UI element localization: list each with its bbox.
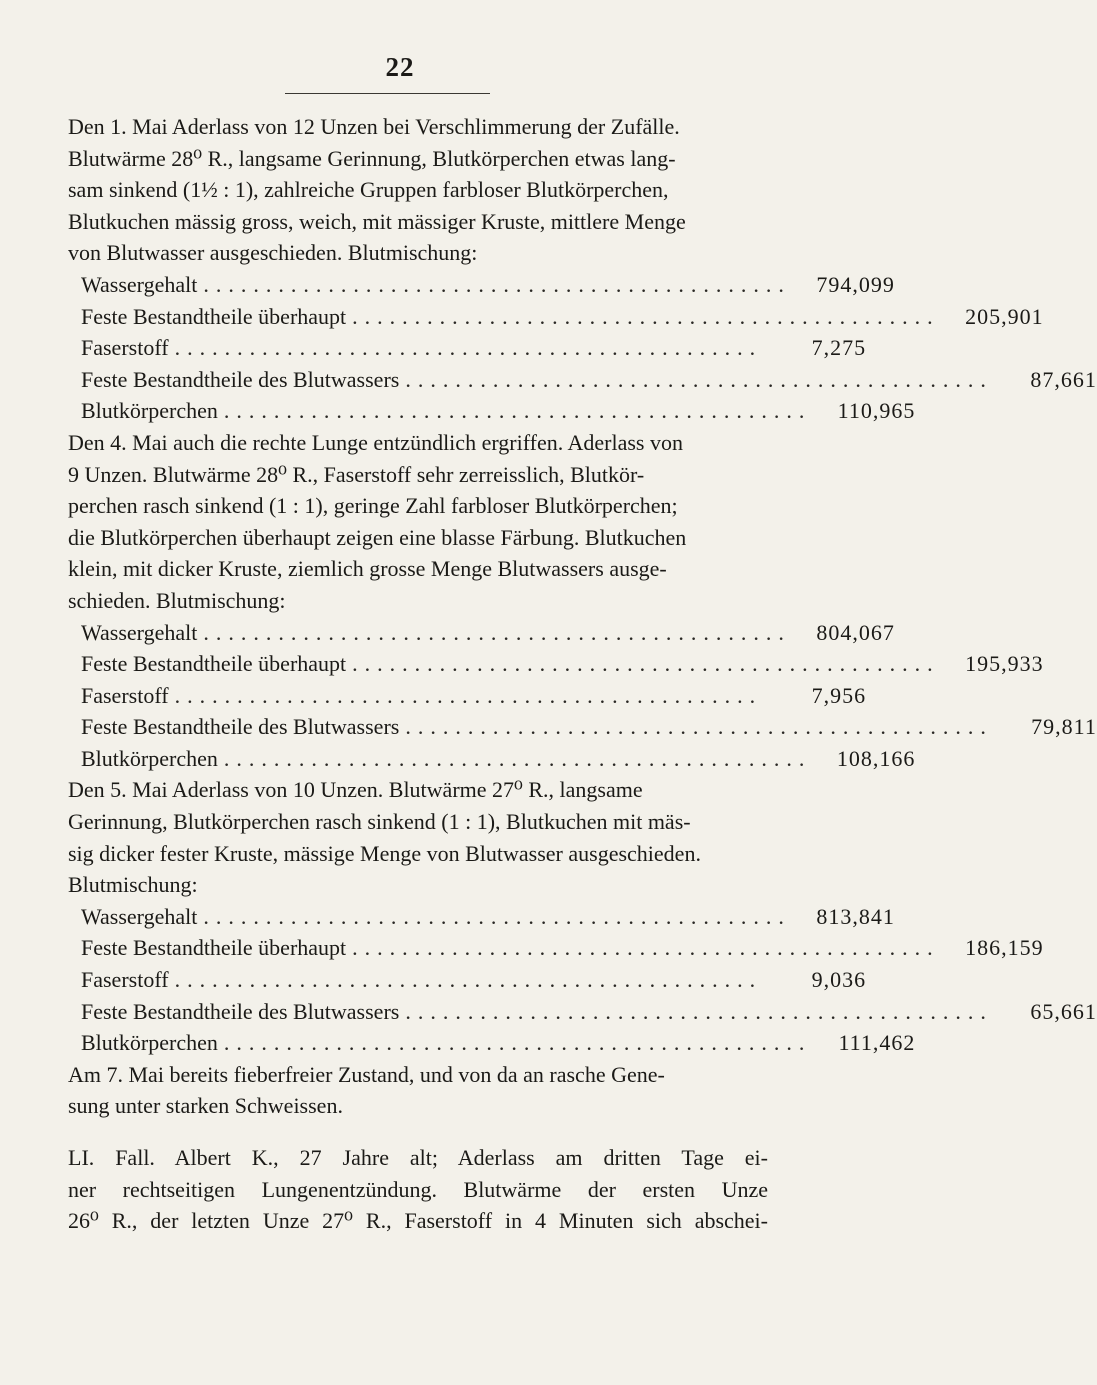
dot-leader: ............................................... xyxy=(174,682,763,708)
row-label: Blutkörperchen xyxy=(81,398,218,424)
row-value: 110,965 xyxy=(837,398,916,424)
row-value: 79,811 xyxy=(1031,714,1097,740)
text-line: von Blutwasser ausgeschieden. Blutmischung: xyxy=(68,240,478,266)
row-value: 7,956 xyxy=(811,682,867,708)
table-row xyxy=(81,743,916,775)
dot-leader: ............................................... xyxy=(174,335,763,361)
table-row xyxy=(81,1027,916,1059)
table-row xyxy=(81,395,916,427)
dot-leader: ............................................... xyxy=(203,271,791,297)
text-line: Gerinnung, Blutkörperchen rasch sinkend (1 : 1), Blutkuchen mit mäs- xyxy=(68,809,691,835)
table-row xyxy=(81,332,867,364)
row-label: Wassergehalt xyxy=(81,903,198,929)
text-line: Blutkuchen mässig gross, weich, mit mässiger Kruste, mittlere Menge xyxy=(68,208,686,234)
row-label: Wassergehalt xyxy=(81,271,198,297)
text-line: schieden. Blutmischung: xyxy=(68,587,286,613)
row-label: Feste Bestandtheile überhaupt xyxy=(81,303,347,329)
text-line: klein, mit dicker Kruste, ziemlich grosse Menge Blutwassers ausge- xyxy=(68,556,667,582)
dot-leader: ............................................... xyxy=(352,651,940,677)
text-line: Blutwärme 28⁰ R., langsame Gerinnung, Blutkörperchen etwas lang- xyxy=(68,145,676,171)
text-line: LI. Fall. Albert K., 27 Jahre alt; Aderlass am dritten Tage ei- xyxy=(68,1145,768,1170)
dot-leader: ............................................... xyxy=(223,1030,812,1056)
dot-leader: ............................................... xyxy=(405,366,993,392)
table-row xyxy=(81,617,895,649)
dot-leader: ............................................... xyxy=(203,903,791,929)
text-line: die Blutkörperchen überhaupt zeigen eine blasse Färbung. Blutkuchen xyxy=(68,524,687,550)
paragraph-may-4 xyxy=(68,427,768,617)
dot-leader: ............................................... xyxy=(352,303,940,329)
text-line: Den 1. Mai Aderlass von 12 Unzen bei Verschlimmerung der Zufälle. xyxy=(68,114,680,139)
table-row xyxy=(81,301,1044,333)
paragraph-may-7 xyxy=(68,1059,768,1122)
row-label: Blutkörperchen xyxy=(81,745,218,771)
text-line: Am 7. Mai bereits fieberfreier Zustand, und von da an rasche Gene- xyxy=(68,1061,665,1087)
row-label: Feste Bestandtheile des Blutwassers xyxy=(81,714,400,740)
table-row xyxy=(81,932,1044,964)
blood-mixture-table-2 xyxy=(68,617,1097,775)
row-label: Blutkörperchen xyxy=(81,1030,218,1056)
row-value: 111,462 xyxy=(838,1030,916,1056)
row-value: 794,099 xyxy=(816,271,895,297)
table-row xyxy=(81,269,895,301)
row-label: Feste Bestandtheile überhaupt xyxy=(81,935,347,961)
row-value: 186,159 xyxy=(965,935,1044,961)
row-value: 65,661 xyxy=(1030,998,1097,1024)
row-value: 813,841 xyxy=(816,903,895,929)
row-label: Wassergehalt xyxy=(81,619,198,645)
table-row xyxy=(81,996,1097,1028)
text-line: ner rechtseitigen Lungenentzündung. Blutwärme der ersten Unze xyxy=(68,1176,768,1202)
page-number: 22 xyxy=(385,52,415,82)
dot-leader: ............................................... xyxy=(223,745,812,771)
row-label: Feste Bestandtheile überhaupt xyxy=(81,651,347,677)
table-row xyxy=(81,680,867,712)
row-label: Faserstoff xyxy=(81,967,169,993)
row-value: 7,275 xyxy=(811,335,867,361)
page-content xyxy=(68,111,1097,1237)
row-value: 205,901 xyxy=(965,303,1044,329)
dot-leader: ............................................... xyxy=(352,935,940,961)
header-rule xyxy=(285,93,490,94)
paragraph-may-1 xyxy=(68,111,768,269)
dot-leader: ............................................... xyxy=(223,398,812,424)
paragraph-may-5 xyxy=(68,774,768,900)
row-value: 195,933 xyxy=(965,651,1044,677)
table-row xyxy=(81,901,895,933)
table-row xyxy=(81,711,1097,743)
text-line: Blutmischung: xyxy=(68,872,198,898)
row-value: 108,166 xyxy=(836,745,916,771)
text-line: perchen rasch sinkend (1 : 1), geringe Zahl farbloser Blutkörperchen; xyxy=(68,493,678,519)
blood-mixture-table-3 xyxy=(68,901,1097,1059)
dot-leader: ............................................... xyxy=(405,714,993,740)
text-line: sam sinkend (1½ : 1), zahlreiche Gruppen farbloser Blutkörperchen, xyxy=(68,177,669,203)
row-label: Faserstoff xyxy=(81,335,169,361)
row-label: Faserstoff xyxy=(81,682,169,708)
dot-leader: ............................................... xyxy=(203,619,791,645)
text-line: Den 5. Mai Aderlass von 10 Unzen. Blutwärme 27⁰ R., langsame xyxy=(68,777,643,803)
row-label: Feste Bestandtheile des Blutwassers xyxy=(81,366,400,392)
text-line: Den 4. Mai auch die rechte Lunge entzündlich ergriffen. Aderlass von xyxy=(68,429,683,455)
dot-leader: ............................................... xyxy=(174,967,763,993)
text-line: sig dicker fester Kruste, mässige Menge von Blutwasser ausgeschieden. xyxy=(68,840,701,866)
paragraph-case-li xyxy=(68,1142,768,1237)
text-line: sung unter starken Schweissen. xyxy=(68,1093,343,1119)
section-gap xyxy=(68,1122,768,1142)
text-line: 26⁰ R., der letzten Unze 27⁰ R., Faserstoff in 4 Minuten sich abschei- xyxy=(68,1208,768,1234)
table-row xyxy=(81,648,1044,680)
row-label: Feste Bestandtheile des Blutwassers xyxy=(81,998,400,1024)
blood-mixture-table-1 xyxy=(68,269,1097,427)
table-row xyxy=(81,364,1097,396)
dot-leader: ............................................... xyxy=(405,998,993,1024)
row-value: 87,661 xyxy=(1030,366,1097,392)
row-value: 804,067 xyxy=(816,619,895,645)
row-value: 9,036 xyxy=(811,967,867,993)
text-line: 9 Unzen. Blutwärme 28⁰ R., Faserstoff sehr zerreisslich, Blutkör- xyxy=(68,461,645,487)
table-row xyxy=(81,964,867,996)
